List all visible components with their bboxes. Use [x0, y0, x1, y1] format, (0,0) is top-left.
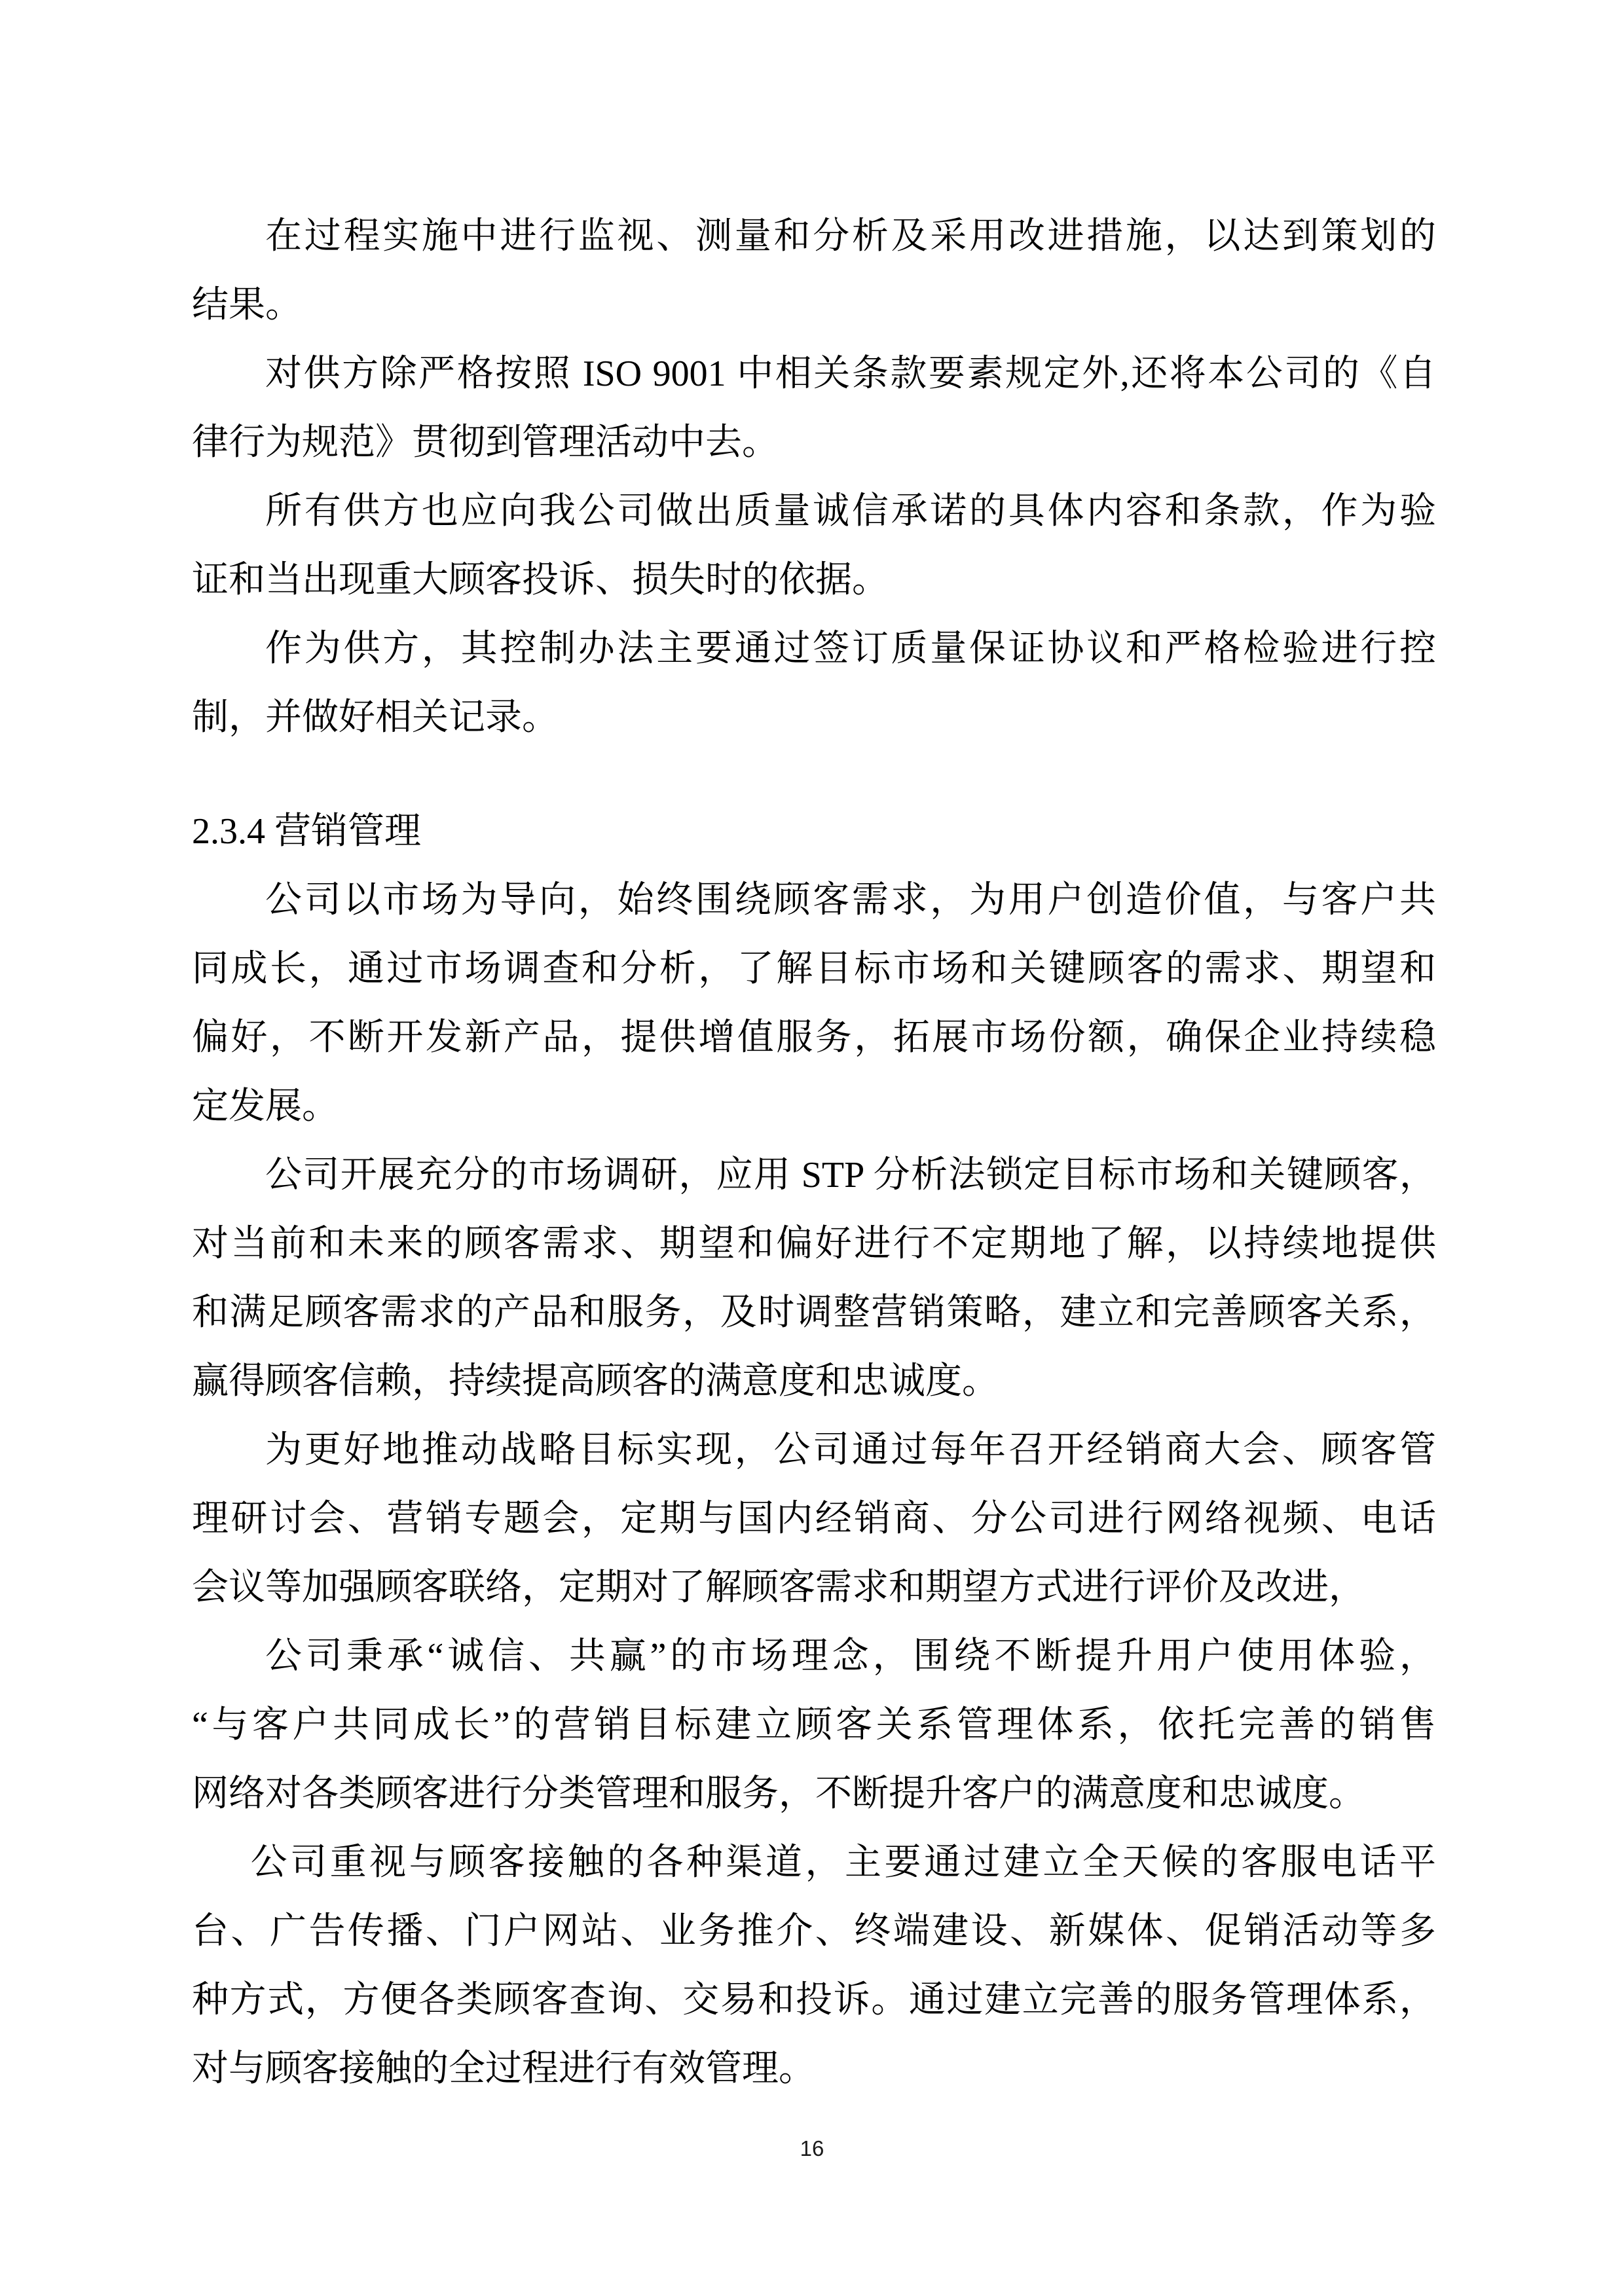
text-line: 对与顾客接触的全过程进行有效管理。 — [192, 2049, 815, 2089]
page-footer — [0, 2136, 1624, 2162]
text-line: 理研讨会、营销专题会，定期与国内经销商、分公司进行网络视频、电话 — [192, 1499, 1436, 1539]
text-line: 会议等加强顾客联络，定期对了解顾客需求和期望方式进行评价及改进， — [192, 1567, 1365, 1608]
text-line: 种方式，方便各类顾客查询、交易和投诉。通过建立完善的服务管理体系， — [192, 1980, 1436, 2020]
text-line: 赢得顾客信赖，持续提高顾客的满意度和忠诚度。 — [192, 1361, 999, 1402]
text-line: 律行为规范》贯彻到管理活动中去。 — [192, 422, 779, 463]
text-line: 为更好地推动战略目标实现，公司通过每年召开经销商大会、顾客管 — [265, 1430, 1436, 1470]
text-line: 网络对各类顾客进行分类管理和服务，不断提升客户的满意度和忠诚度。 — [192, 1774, 1365, 1814]
text-line: 对当前和未来的顾客需求、期望和偏好进行不定期地了解，以持续地提供 — [192, 1224, 1436, 1264]
text-line: 所有供方也应向我公司做出质量诚信承诺的具体内容和条款，作为验 — [265, 491, 1436, 532]
text-line: 作为供方，其控制办法主要通过签订质量保证协议和严格检验进行控 — [265, 629, 1436, 669]
text-line: 证和当出现重大顾客投诉、损失时的依据。 — [192, 560, 889, 600]
text-line: “与客户共同成长”的营销目标建立顾客关系管理体系，依托完善的销售 — [192, 1705, 1436, 1745]
document-body — [192, 202, 1436, 2104]
text-line: 偏好，不断开发新产品，提供增值服务，拓展市场份额，确保企业持续稳 — [192, 1017, 1436, 1058]
text-line: 公司重视与顾客接触的各种渠道，主要通过建立全天候的客服电话平 — [250, 1842, 1436, 1883]
text-line: 对供方除严格按照 ISO 9001 中相关条款要素规定外,还将本公司的《自 — [265, 354, 1436, 394]
text-line: 制，并做好相关记录。 — [192, 697, 559, 738]
text-line: 同成长，通过市场调查和分析，了解目标市场和关键顾客的需求、期望和 — [192, 949, 1436, 989]
text-line: 公司秉承“诚信、共赢”的市场理念，围绕不断提升用户使用体验， — [265, 1636, 1436, 1677]
text-line: 定发展。 — [192, 1086, 339, 1127]
text-line: 台、广告传播、门户网站、业务推介、终端建设、新媒体、促销活动等多 — [192, 1911, 1436, 1952]
text-line: 在过程实施中进行监视、测量和分析及采用改进措施，以达到策划的 — [265, 216, 1436, 257]
text-line: 公司以市场为导向，始终围绕顾客需求，为用户创造价值，与客户共 — [265, 880, 1436, 920]
section-heading: 2.3.4 营销管理 — [192, 811, 421, 852]
text-line: 公司开展充分的市场调研，应用 STP 分析法锁定目标市场和关键顾客， — [265, 1155, 1436, 1195]
page-number: 16 — [800, 2136, 824, 2160]
text-line: 和满足顾客需求的产品和服务，及时调整营销策略，建立和完善顾客关系， — [192, 1292, 1436, 1333]
text-line: 结果。 — [192, 285, 302, 325]
blank-line — [192, 752, 1436, 797]
